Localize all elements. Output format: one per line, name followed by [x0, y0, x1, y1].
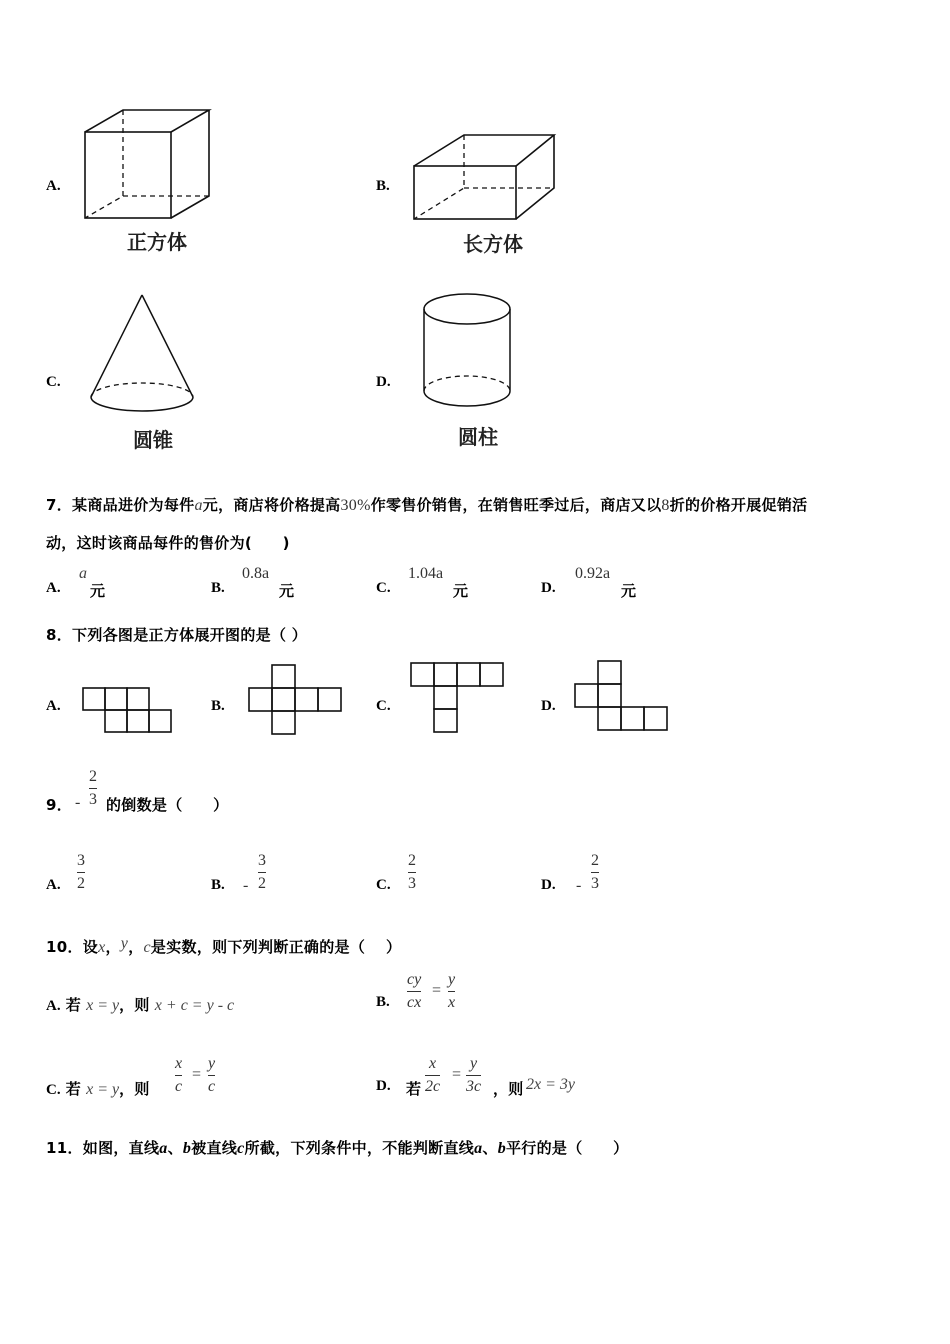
q7-option-c-letter: C. — [376, 580, 391, 596]
q10-number: 10．设 — [46, 938, 99, 956]
q9-stem-text: 的倒数是（ ） — [106, 796, 229, 814]
q8-option-c-letter: C. — [376, 698, 391, 714]
q6-caption-cube: 正方体 — [127, 230, 187, 254]
q10-option-b-den2: x — [448, 994, 456, 1011]
q11-var-a-2: a — [474, 1140, 483, 1157]
q10-option-b-frac2 — [448, 971, 455, 1012]
q11-var-b-2: b — [497, 1140, 506, 1157]
q11-text-2: 被直线 — [191, 1139, 238, 1157]
q9-option-c-num: 2 — [408, 852, 416, 869]
q11-var-a-1: a — [159, 1140, 168, 1157]
q9-option-d-sign: - — [576, 877, 582, 894]
q7-text-3: 作零售价销售，在销售旺季过后，商店又以 — [370, 496, 662, 514]
q9-fraction-den: 3 — [89, 791, 97, 808]
q10-option-a-ze: ，则 — [119, 996, 150, 1014]
q9-option-d-num: 2 — [591, 852, 599, 869]
q9-option-d-den: 3 — [591, 875, 599, 892]
q9-fraction — [89, 768, 97, 809]
q9-option-c-letter: C. — [376, 877, 391, 893]
q10-option-c-cond: x = y — [86, 1081, 120, 1098]
q10-option-b-letter: B. — [376, 994, 390, 1010]
q10-option-d-num2: y — [470, 1055, 478, 1072]
q10-option-c-den1: c — [175, 1078, 183, 1095]
q10-option-c-num1: x — [175, 1055, 183, 1072]
q10-option-b-num1: cy — [407, 971, 422, 988]
q6-option-d-letter: D. — [376, 374, 391, 390]
q9-option-b-den: 2 — [258, 875, 266, 892]
q9-option-a-den: 2 — [77, 875, 85, 892]
q7-text-2: 元，商店将价格提高 — [202, 496, 341, 514]
q6-option-a-letter: A. — [46, 178, 61, 194]
q10-option-c-ruo: 若 — [65, 1080, 81, 1098]
q10-option-c-num2: y — [208, 1055, 216, 1072]
q7-number: 7． — [46, 496, 73, 514]
q7-option-a-letter: A. — [46, 580, 61, 596]
q7-option-b-unit: 元 — [279, 582, 295, 600]
q10-option-b-num2: y — [448, 971, 456, 988]
q10-option-d-den1: 2c — [425, 1078, 441, 1095]
q10-option-c-eq: = — [192, 1066, 202, 1083]
q7-stem-line1 — [46, 494, 807, 515]
q7-text-4: 折的价格开展促销活 — [669, 496, 808, 514]
q10-option-d-eq: = — [452, 1066, 462, 1083]
q10-option-a-result: x + c = y - c — [154, 997, 235, 1014]
net-figure-c — [408, 660, 506, 736]
q11-sep-1: 、 — [167, 1139, 183, 1157]
q7-option-a-unit: 元 — [90, 582, 106, 600]
cuboid-figure — [408, 130, 563, 225]
q11-text-4: 平行的是（ ） — [506, 1139, 629, 1157]
q10-option-c-frac2 — [208, 1055, 215, 1096]
cone-figure — [86, 290, 198, 420]
q10-var-y: y — [120, 935, 129, 952]
q7-stem-line2: 动，这时该商品每件的售价为( ) — [46, 534, 290, 552]
q7-var-a: a — [194, 497, 203, 514]
q7-option-d-value: 0.92a — [575, 565, 611, 582]
q10-stem-text: 是实数，则下列判断正确的是（ ） — [150, 938, 402, 956]
q7-percent: 30% — [340, 497, 371, 514]
q10-option-d-ze: ，则 — [493, 1080, 524, 1098]
q10-option-d-num1: x — [429, 1055, 437, 1072]
q10-option-a-ruo: 若 — [65, 996, 81, 1014]
q6-option-b-letter: B. — [376, 178, 390, 194]
q7-option-a-value: a — [79, 565, 87, 582]
q10-comma-1: ， — [105, 938, 121, 956]
q10-option-d-frac1 — [425, 1055, 440, 1096]
q10-option-d-result: 2x = 3y — [526, 1076, 575, 1093]
q11-var-c: c — [237, 1140, 245, 1157]
q10-var-x: x — [98, 939, 106, 956]
q7-option-c-value: 1.04a — [408, 565, 444, 582]
q10-option-a — [46, 994, 234, 1015]
q7-eight: 8 — [661, 497, 670, 514]
q6-caption-cuboid: 长方体 — [463, 232, 523, 256]
q11-stem — [46, 1137, 628, 1158]
q9-option-b-letter: B. — [211, 877, 225, 893]
q7-text-1: 某商品进价为每件 — [72, 496, 195, 514]
q10-option-a-cond: x = y — [86, 997, 120, 1014]
q10-comma-2: ， — [128, 938, 144, 956]
q7-option-b-value: 0.8a — [242, 565, 270, 582]
q9-option-b-num: 3 — [258, 852, 266, 869]
q11-sep-2: 、 — [482, 1139, 498, 1157]
q6-caption-cone: 圆锥 — [133, 428, 173, 452]
q8-option-d-letter: D. — [541, 698, 556, 714]
q7-option-c-unit: 元 — [453, 582, 469, 600]
q10-option-d-den2: 3c — [466, 1078, 482, 1095]
q11-text-3: 所截，下列条件中，不能判断直线 — [244, 1139, 475, 1157]
q10-option-b-frac1 — [407, 971, 421, 1012]
q9-option-d-letter: D. — [541, 877, 556, 893]
q10-option-d-ruo: 若 — [406, 1080, 422, 1098]
net-figure-b — [246, 662, 344, 738]
net-figure-d — [572, 658, 670, 734]
q9-option-c-fraction — [408, 852, 416, 893]
q10-option-c-letter: C. — [46, 1082, 61, 1098]
q6-option-c-letter: C. — [46, 374, 61, 390]
q10-option-c — [46, 1078, 150, 1099]
q9-option-d-fraction — [591, 852, 599, 893]
net-figure-a — [80, 686, 176, 736]
q10-option-b-eq: = — [432, 982, 442, 999]
q10-var-c: c — [143, 939, 151, 956]
cylinder-figure — [418, 288, 516, 418]
q9-option-b-fraction — [258, 852, 266, 893]
q10-option-b-den1: cx — [407, 994, 422, 1011]
q11-number: 11． — [46, 1139, 83, 1157]
q9-fraction-num: 2 — [89, 768, 97, 785]
q9-minus: - — [75, 794, 81, 811]
q9-option-a-num: 3 — [77, 852, 85, 869]
q7-option-b-letter: B. — [211, 580, 225, 596]
q7-option-d-unit: 元 — [621, 582, 637, 600]
q8-option-a-letter: A. — [46, 698, 61, 714]
q10-option-c-frac1 — [175, 1055, 182, 1096]
q10-option-a-letter: A. — [46, 998, 61, 1014]
q11-var-b-1: b — [182, 1140, 192, 1157]
cube-figure — [78, 105, 218, 225]
q9-option-a-letter: A. — [46, 877, 61, 893]
q9-option-a-fraction — [77, 852, 85, 893]
q6-caption-cylinder: 圆柱 — [458, 425, 498, 449]
q9-option-b-sign: - — [243, 877, 249, 894]
q8-stem: 8．下列各图是正方体展开图的是（ ） — [46, 626, 308, 644]
q10-stem — [46, 936, 401, 957]
q9-option-c-den: 3 — [408, 875, 416, 892]
q10-option-c-den2: c — [208, 1078, 216, 1095]
q9-number: 9． — [46, 796, 73, 814]
q10-option-d-letter: D. — [376, 1078, 391, 1094]
q8-option-b-letter: B. — [211, 698, 225, 714]
q7-option-d-letter: D. — [541, 580, 556, 596]
q10-option-c-ze: ，则 — [119, 1080, 150, 1098]
q11-text-1: 如图，直线 — [82, 1139, 160, 1157]
q10-option-d-frac2 — [466, 1055, 481, 1096]
